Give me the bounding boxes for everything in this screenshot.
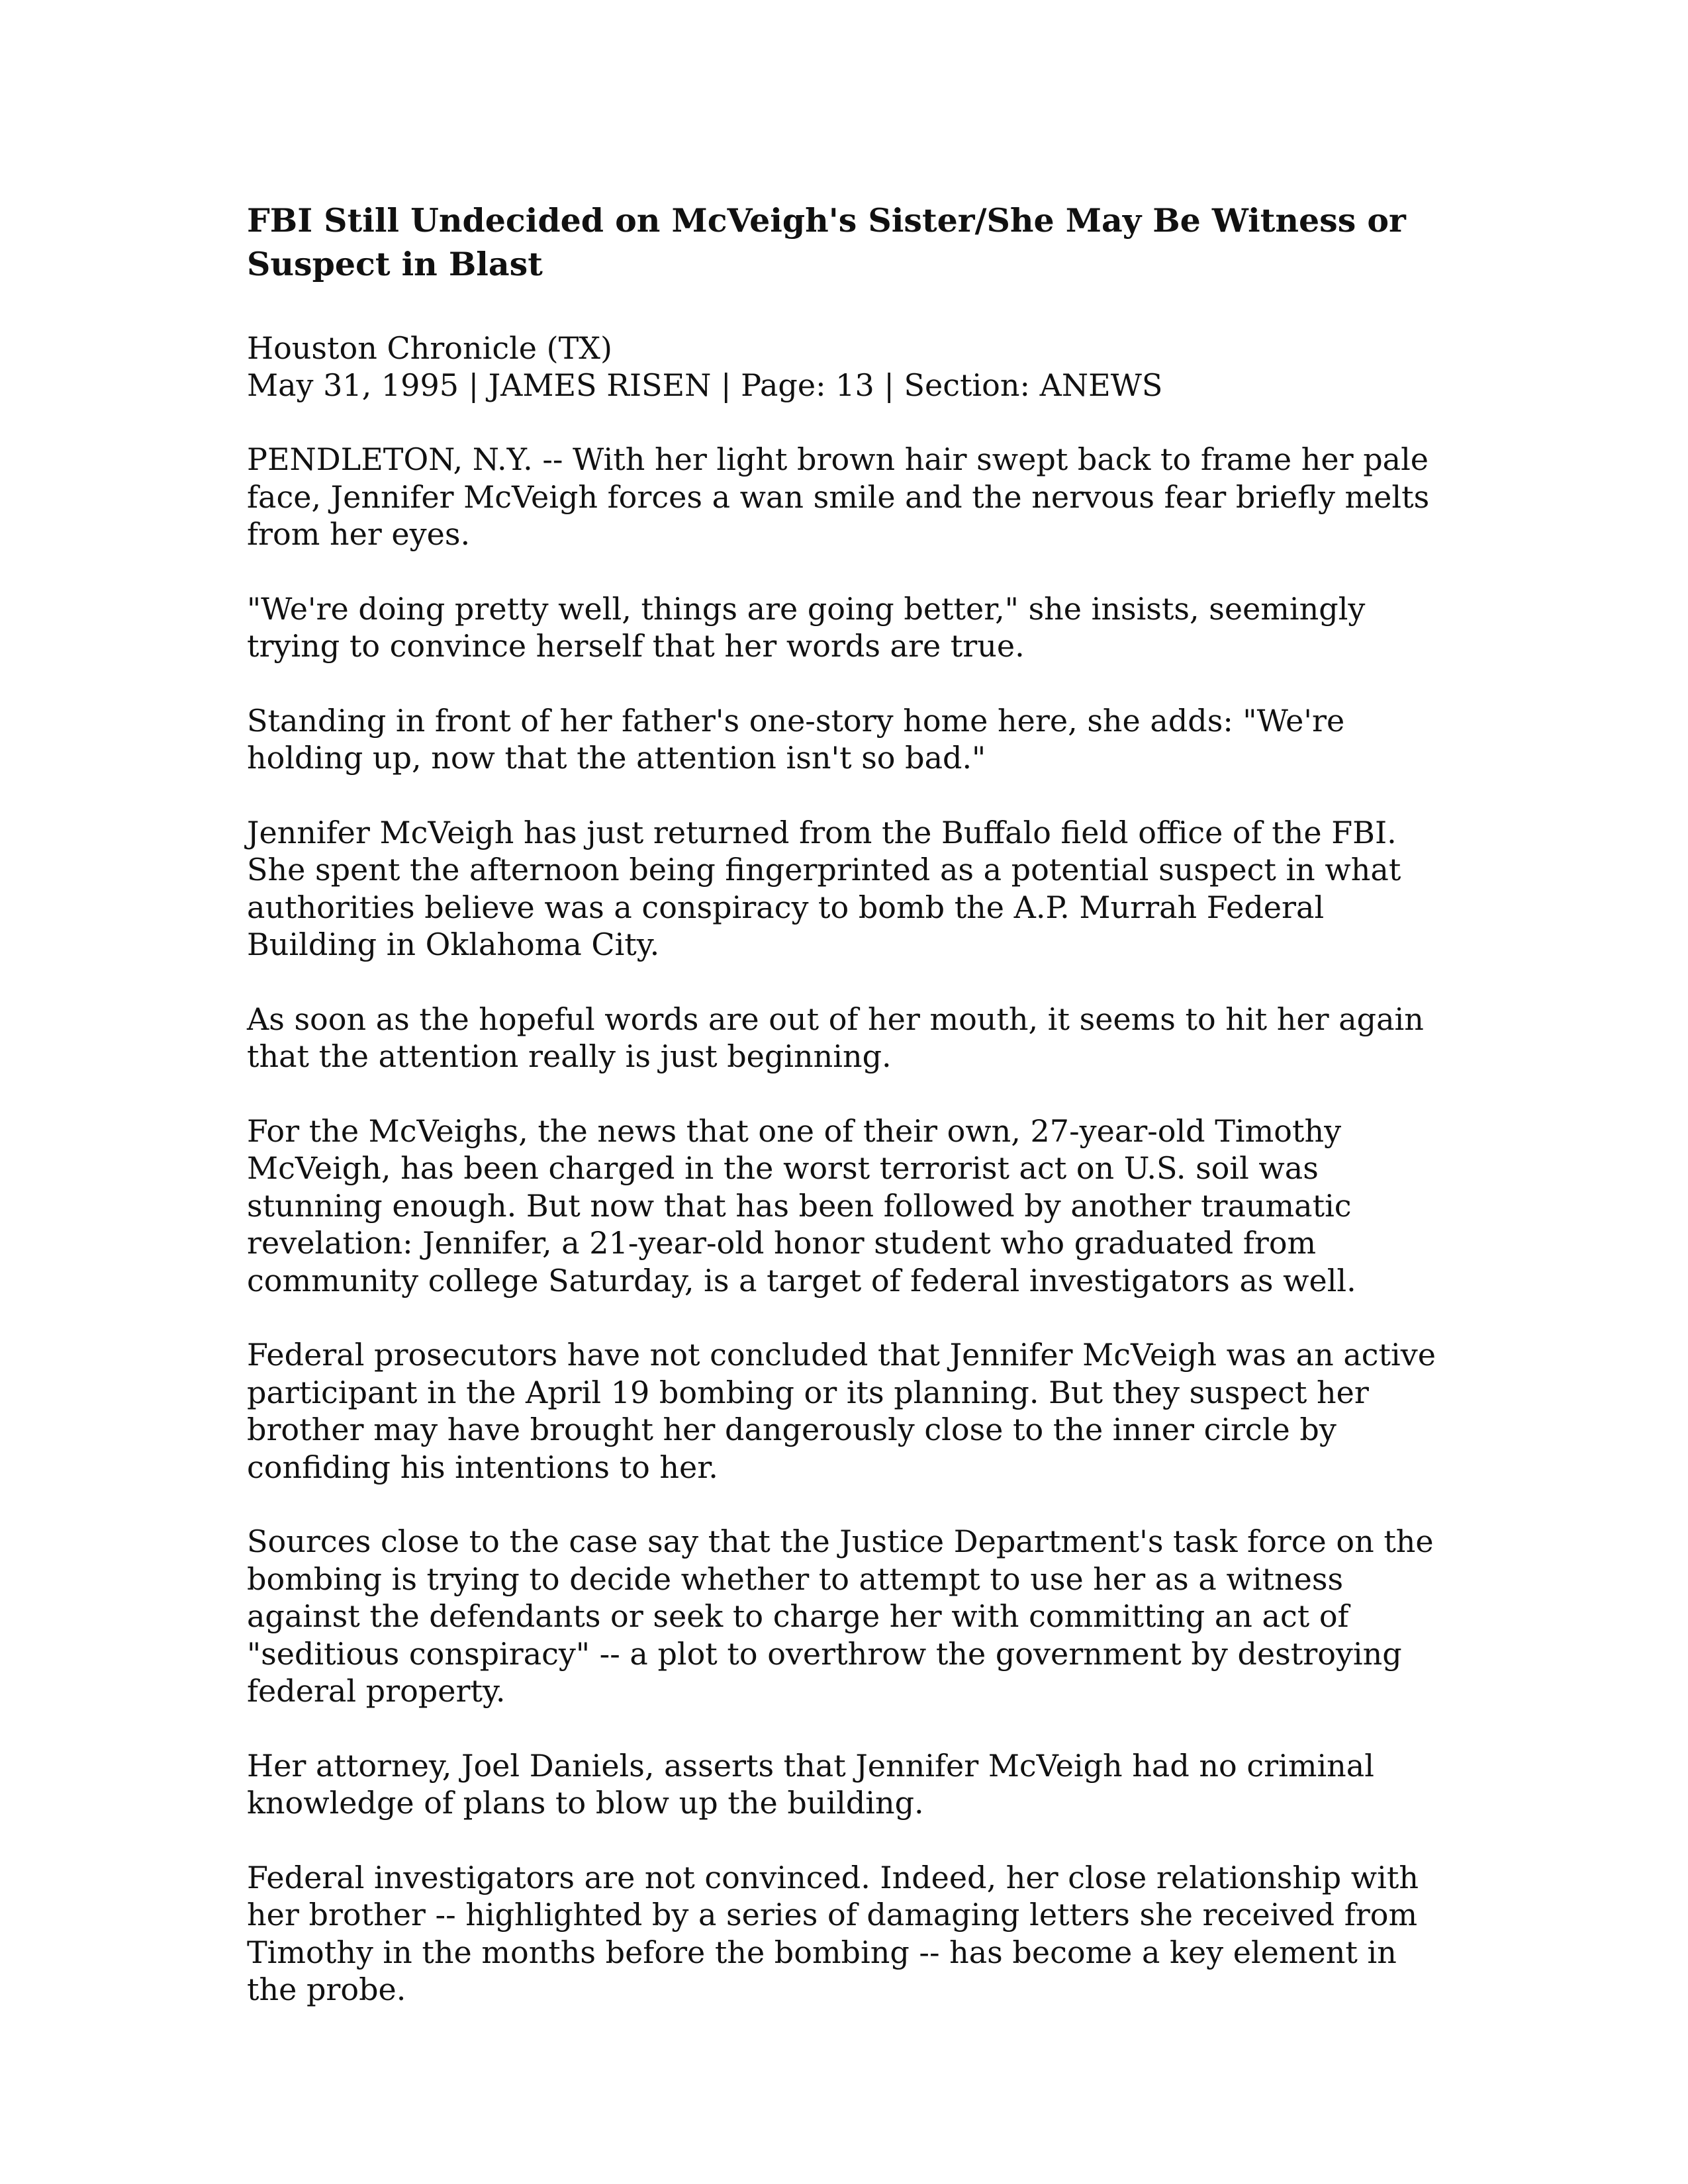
- article-page: [247, 199, 1445, 2046]
- article-paragraph: Federal investigators are not convinced. Indeed, her close relationship with her brother -- highlighted by a series of damaging letters she received from Timothy in the months before the bombing -- has become a key element in the probe.: [247, 1859, 1419, 2007]
- article-paragraph: PENDLETON, N.Y. -- With her light brown hair swept back to frame her pale face, Jennifer McVeigh forces a wan smile and the nervous fear briefly melts from her eyes.: [247, 441, 1430, 552]
- article-paragraph: For the McVeighs, the news that one of their own, 27-year-old Timothy McVeigh, has been charged in the worst terrorist act on U.S. soil was stunning enough. But now that has been followed by another traumatic revelation: Jennifer, a 21-year-old honor student who graduated from community college Saturday, is a target of federal investigators as well.: [247, 1113, 1356, 1298]
- article-paragraph: Her attorney, Joel Daniels, asserts that Jennifer McVeigh had no criminal knowledge of plans to blow up the building.: [247, 1747, 1374, 1821]
- article-paragraph: Jennifer McVeigh has just returned from the Buffalo field office of the FBI. She spent the afternoon being fingerprinted as a potential suspect in what authorities believe was a conspiracy to bomb the A.P. Murrah Federal Building in Oklahoma City.: [247, 814, 1401, 962]
- article-paragraph: As soon as the hopeful words are out of her mouth, it seems to hit her again that the attention really is just beginning.: [247, 1001, 1424, 1074]
- article-paragraph: Federal prosecutors have not concluded that Jennifer McVeigh was an active participant in the April 19 bombing or its planning. But they suspect her brother may have brought her dangerously close to the inner circle by confiding his intentions to her.: [247, 1337, 1436, 1485]
- article-paragraph: Sources close to the case say that the Justice Department's task force on the bombing is trying to decide whether to attempt to use her as a witness against the defendants or seek to charge her with committing an act of "seditious conspiracy" -- a plot to overthrow the government by destroying federal property.: [247, 1524, 1434, 1709]
- article-paragraph: "We're doing pretty well, things are going better," she insists, seemingly trying to convince herself that her words are true.: [247, 590, 1366, 664]
- publication-name: Houston Chronicle (TX): [247, 330, 612, 366]
- article-body: [247, 441, 1445, 2009]
- article-meta: [247, 330, 1445, 404]
- article-paragraph: Standing in front of her father's one-story home here, she adds: "We're holding up, now that the attention isn't so bad.": [247, 702, 1345, 776]
- article-title: FBI Still Undecided on McVeigh's Sister/She May Be Witness or Suspect in Blast: [247, 201, 1406, 283]
- article-byline: May 31, 1995 | JAMES RISEN | Page: 13 | Section: ANEWS: [247, 367, 1163, 403]
